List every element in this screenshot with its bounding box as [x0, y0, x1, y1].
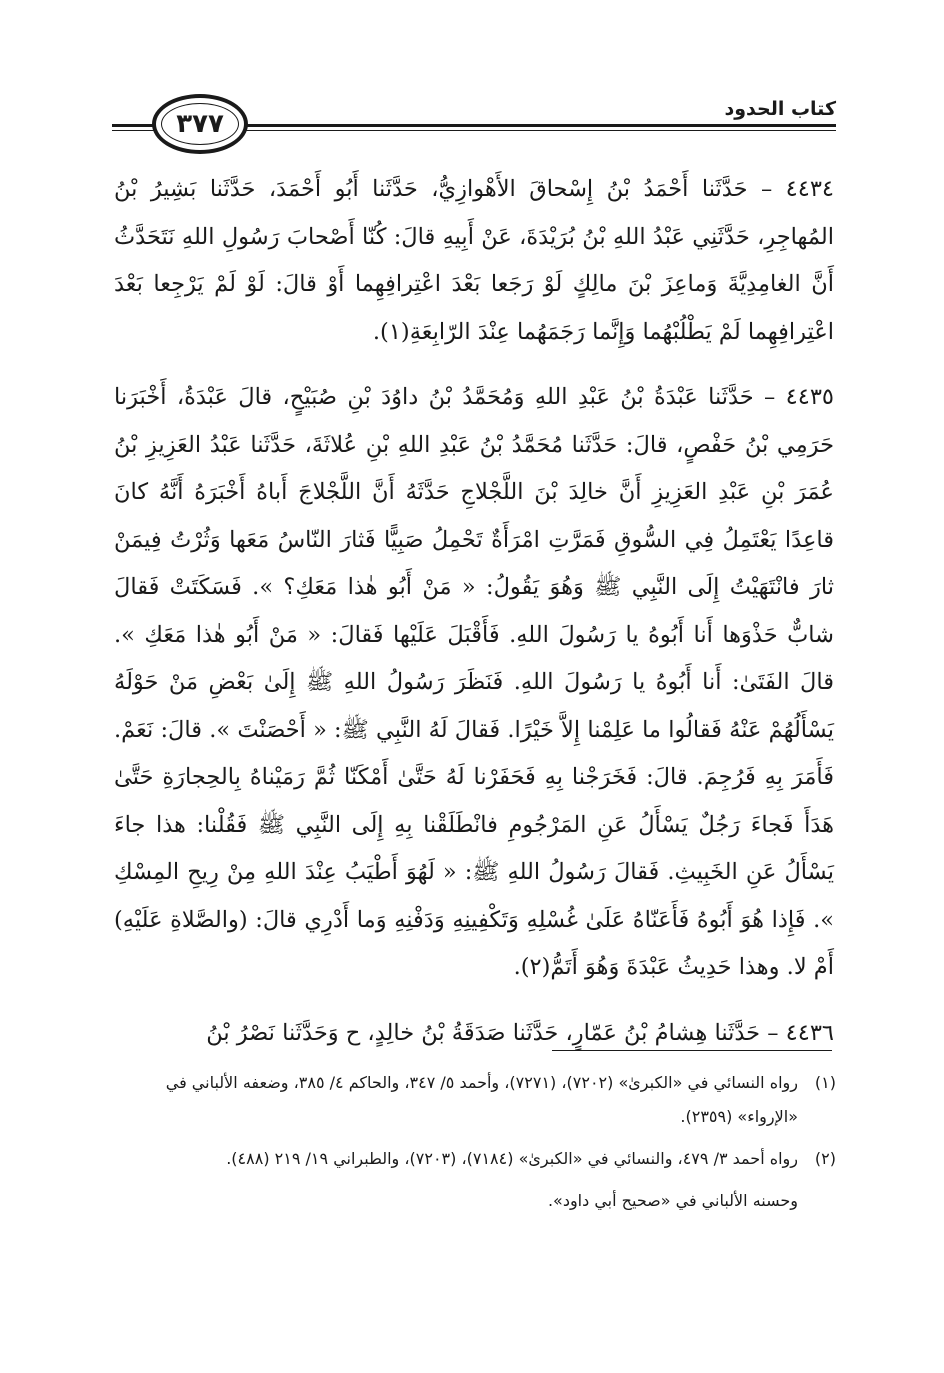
hadith-paragraph [114, 166, 834, 356]
footnote-text: رواه أحمد ٣/ ٤٧٩، والنسائي في «الكبرىٰ» (٧١٨٤)، (٧٢٠٣)، والطبراني ١٩/ ٢١٩ (٤٨٨). [226, 1149, 798, 1168]
footnote-separator [552, 1050, 832, 1051]
footnote-extra: وحسنه الألباني في «صحيح أبي داود». [547, 1191, 798, 1210]
page-number: ٣٧٧ [176, 109, 224, 139]
page-number-badge [152, 94, 248, 154]
footnote-number: (١) [814, 1073, 836, 1092]
main-text [114, 166, 834, 1075]
footnote-text: رواه النسائي في «الكبرىٰ» (٧٢٠٢)، (٧٢٧١)، وأحمد ٥/ ٣٤٧، والحاكم ٤/ ٣٨٥، وضعفه الألباني في «الإرواء» (٢٣٥٩). [165, 1073, 798, 1126]
hadith-number: ٤٤٣٥ [785, 384, 834, 410]
hadith-number: ٤٤٣٦ [785, 1019, 834, 1046]
hadith-number: ٤٤٣٤ [785, 176, 834, 202]
page-header [112, 88, 836, 168]
footnote-number: (٢) [814, 1149, 836, 1168]
footnote [112, 1142, 836, 1176]
hadith-text: – حَدَّثَنا أَحْمَدُ بْنُ إِسْحاقَ الأَهْوازِيُّ، حَدَّثَنا أَبُو أَحْمَدَ، حَدَّثَنا بَشِيرُ بْنُ المُهاجِرِ، حَدَّثَنِي عَبْدُ اللهِ بْنُ بُرَيْدَةَ، عَنْ أَبِيهِ قالَ: كُنّا أَصْحابَ رَسُولِ اللهِ نَتَحَدَّثُ أَنَّ الغامِدِيَّةَ وَماعِزَ بْنَ مالِكٍ لَوْ رَجَعا بَعْدَ اعْتِرافِهِما أَوْ قالَ: لَوْ لَمْ يَرْجِعا بَعْدَ اعْتِرافِهِما لَمْ يَطْلُبْهُما وَإِنَّما رَجَمَهُما عِنْدَ الرّابِعَةِ(١). [114, 176, 834, 345]
running-title: كتاب الحدود [714, 98, 836, 120]
footnote [112, 1066, 836, 1134]
footnotes [112, 1066, 836, 1218]
hadith-paragraph [114, 374, 834, 992]
hadith-text: – حَدَّثَنا هِشامُ بْنُ عَمّارٍ، حَدَّثَنا صَدَقَةُ بْنُ خالِدٍ، ح وَحَدَّثَنا نَصْرُ بْنُ [206, 1019, 779, 1046]
hadith-text: – حَدَّثَنا عَبْدَةُ بْنُ عَبْدِ اللهِ وَمُحَمَّدُ بْنُ داوُدَ بْنِ صُبَيْحٍ، قالَ عَبْدَةُ، أَخْبَرَنا حَرَمِي بْنُ حَفْصٍ، قالَ: حَدَّثَنا مُحَمَّدُ بْنُ عَبْدِ اللهِ بْنِ عُلاثَةَ، حَدَّثَنا عَبْدُ العَزِيزِ بْنُ عُمَرَ بْنِ عَبْدِ العَزِيزِ أَنَّ خالِدَ بْنَ اللَّجْلاجِ حَدَّثَهُ أَنَّ اللَّجْلاجَ أَباهُ أَخْبَرَهُ أَنَّهُ كانَ قاعِدًا يَعْتَمِلُ فِي السُّوقِ فَمَرَّتِ امْرَأَةٌ تَحْمِلُ صَبِيًّا فَثارَ النّاسُ مَعَها وَثُرْتُ فِيمَنْ ثارَ فانْتَهَيْتُ إِلَى النَّبِي ﷺ وَهُوَ يَقُولُ: « مَنْ أَبُو هٰذا مَعَكِ؟ ». فَسَكَتَتْ فَقالَ شابٌّ حَذْوَها أَنا أَبُوهُ يا رَسُولَ اللهِ. فَأَقْبَلَ عَلَيْها فَقالَ: « مَنْ أَبُو هٰذا مَعَكِ ». قالَ الفَتَىٰ: أَنا أَبُوهُ يا رَسُولَ اللهِ. فَنَظَرَ رَسُولُ اللهِ ﷺ إِلَىٰ بَعْضِ مَنْ حَوْلَهُ يَسْأَلُهُمْ عَنْهُ فَقالُوا ما عَلِمْنا إِلاَّ خَيْرًا. فَقالَ لَهُ النَّبِي ﷺ: « أَحْصَنْتَ ». قالَ: نَعَمْ. فَأَمَرَ بِهِ فَرُجِمَ. قالَ: فَخَرَجْنا بِهِ فَحَفَرْنا لَهُ حَتَّىٰ أَمْكَنّا ثُمَّ رَمَيْناهُ بِالحِجارَةِ حَتَّىٰ هَدَأَ فَجاءَ رَجُلٌ يَسْأَلُ عَنِ المَرْجُومِ فانْطَلَقْنا بِهِ إِلَى النَّبِي ﷺ فَقُلْنا: هذا جاءَ يَسْأَلُ عَنِ الخَبِيثِ. فَقالَ رَسُولُ اللهِ ﷺ: « لَهُوَ أَطْيَبُ عِنْدَ اللهِ مِنْ رِيحِ المِسْكِ ». فَإِذا هُوَ أَبُوهُ فَأَعَنّاهُ عَلَىٰ غُسْلِهِ وَتَكْفِينِهِ وَدَفْنِهِ وَما أَدْرِي قالَ: (والصَّلاةِ عَلَيْهِ) أَمْ لا. وهذا حَدِيثُ عَبْدَةَ وَهُوَ أَتَمُّ(٢). [114, 384, 834, 980]
